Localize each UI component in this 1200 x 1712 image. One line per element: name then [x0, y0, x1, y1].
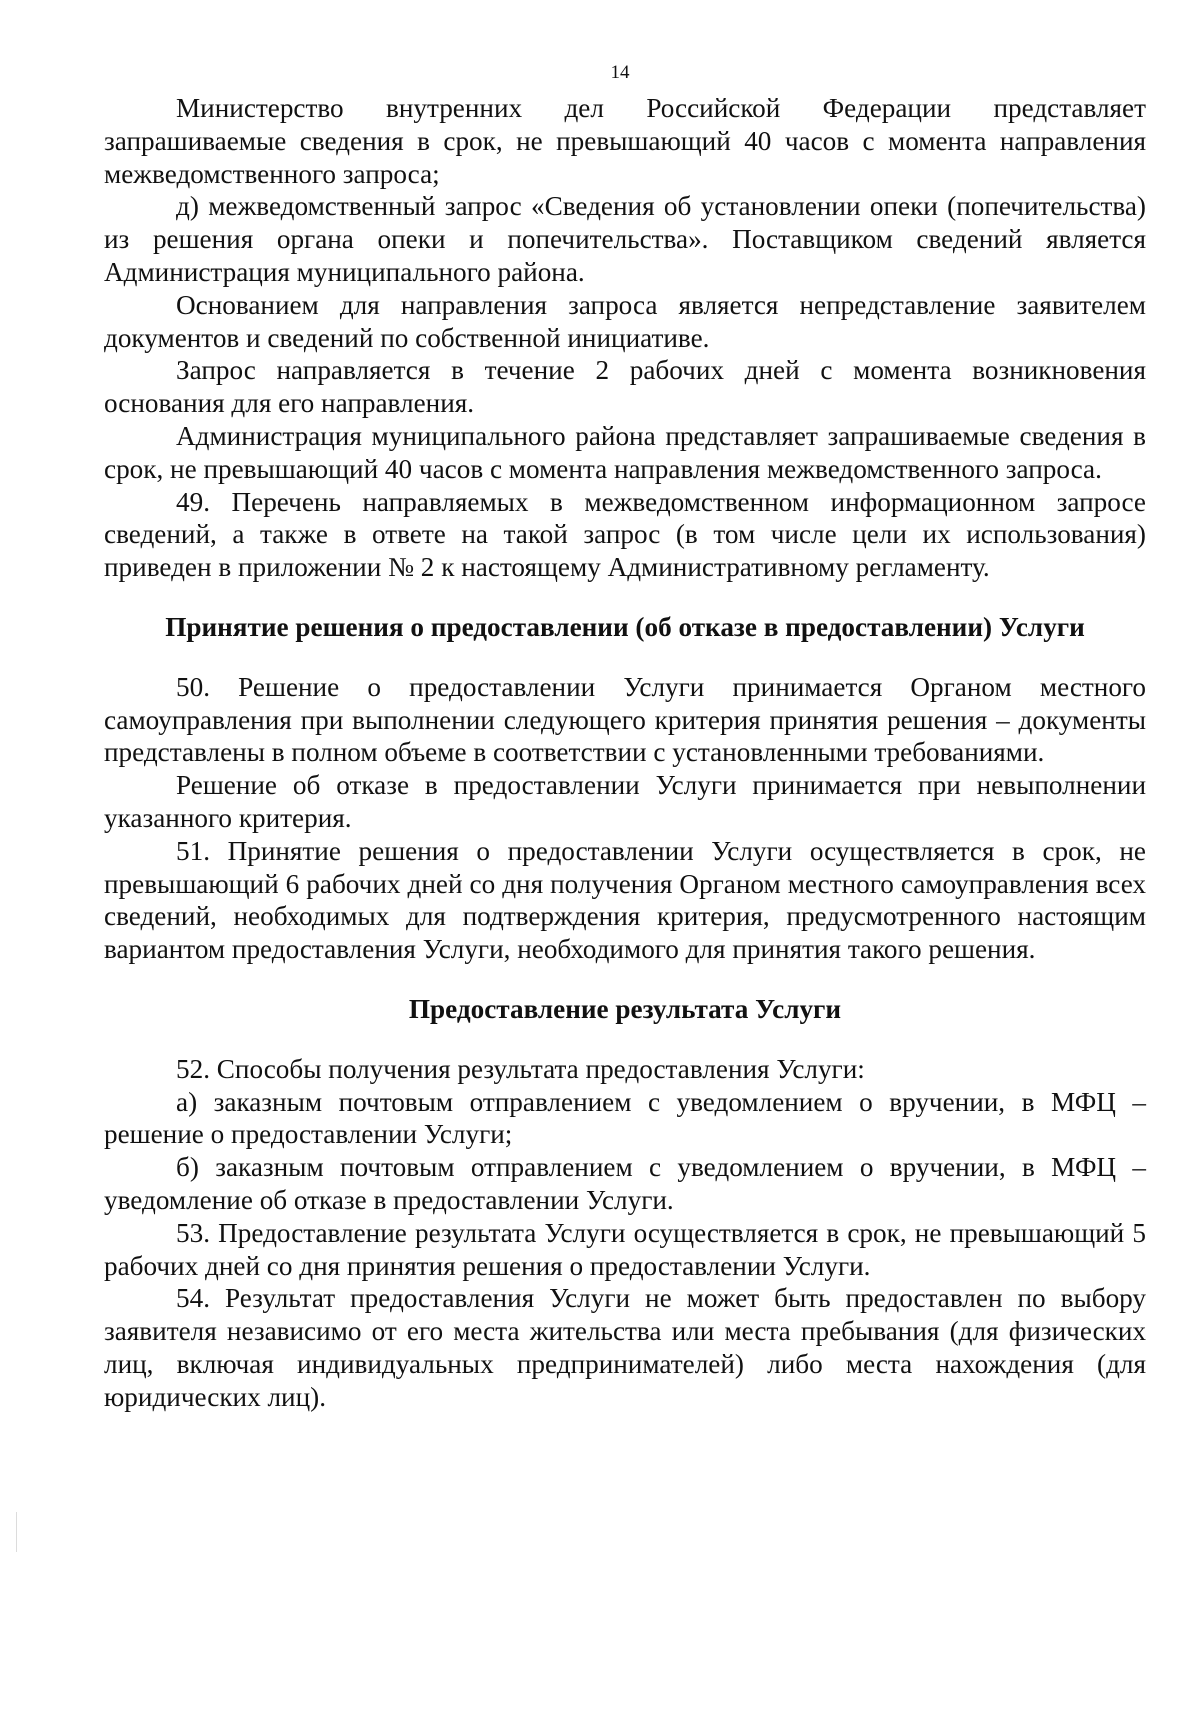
paragraph-50: 50. Решение о предоставлении Услуги принимается Органом местного самоуправления при выполнении следующего критерия принятия решения – документы представлены в полном объеме в соответствии с установленными требованиями.	[104, 671, 1146, 768]
paragraph-51: 51. Принятие решения о предоставлении Услуги осуществляется в срок, не превышающий 6 рабочих дней со дня получения Органом местного самоуправления всех сведений, необходимых для подтверждения критерия, предусмотренного настоящим вариантом предоставления Услуги, необходимого для принятия такого решения.	[104, 835, 1146, 965]
paragraph-53: 53. Предоставление результата Услуги осуществляется в срок, не превышающий 5 рабочих дней со дня принятия решения о предоставлении Услуги.	[104, 1217, 1146, 1281]
scan-edge-mark	[16, 1512, 17, 1552]
paragraph-request-deadline: Запрос направляется в течение 2 рабочих дней с момента возникновения основания для его направления.	[104, 355, 1146, 419]
paragraph-guardianship-request: д) межведомственный запрос «Сведения об установлении опеки (попечительства) из решения органа опеки и попечительства». Поставщиком сведений является Администрация муниципального района.	[104, 191, 1146, 287]
paragraph-refusal-decision: Решение об отказе в предоставлении Услуги принимается при невыполнении указанного критерия.	[104, 770, 1146, 833]
paragraph-52: 52. Способы получения результата предоставления Услуги:	[176, 1053, 865, 1084]
document-body	[104, 92, 1146, 1413]
paragraph-request-basis: Основанием для направления запроса является непредставление заявителем документов и сведений по собственной инициативе.	[104, 289, 1146, 353]
paragraph-52-b: б) заказным почтовым отправлением с уведомлением о вручении, в МФЦ – уведомление об отказе в предоставлении Услуги.	[104, 1152, 1146, 1215]
paragraph-mvd-response: Министерство внутренних дел Российской Федерации представляет запрашиваемые сведения в срок, не превышающий 40 часов с момента направления межведомственного запроса;	[104, 93, 1146, 189]
paragraph-49: 49. Перечень направляемых в межведомственном информационном запросе сведений, а также в ответе на такой запрос (в том числе цели их использования) приведен в приложении № 2 к настоящему Административному регламенту.	[104, 486, 1146, 583]
paragraph-54: 54. Результат предоставления Услуги не может быть предоставлен по выбору заявителя независимо от его места жительства или места пребывания (для физических лиц, включая индивидуальных предпринимателей) либо места нахождения (для юридических лиц).	[104, 1283, 1146, 1412]
paragraph-admin-response: Администрация муниципального района представляет запрашиваемые сведения в срок, не превышающий 40 часов с момента направления межведомственного запроса.	[104, 420, 1146, 484]
page-number: 14	[610, 62, 630, 83]
paragraph-52-a: а) заказным почтовым отправлением с уведомлением о вручении, в МФЦ – решение о предоставлении Услуги;	[104, 1086, 1146, 1150]
section-heading-result: Предоставление результата Услуги	[408, 993, 842, 1024]
section-heading-decision: Принятие решения о предоставлении (об отказе в предоставлении) Услуги	[165, 611, 1085, 642]
